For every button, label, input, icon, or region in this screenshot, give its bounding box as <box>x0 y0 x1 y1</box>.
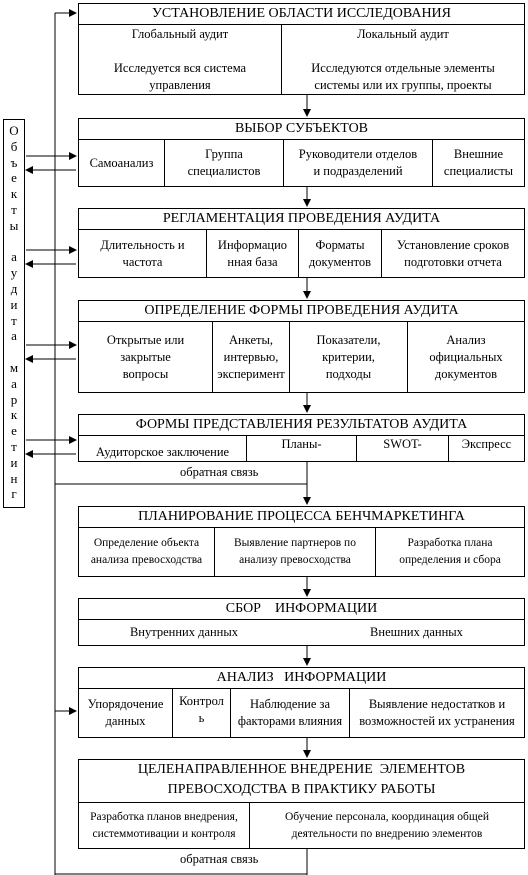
cell-line: Контрол <box>179 694 224 708</box>
cell-line: управления <box>149 77 211 92</box>
cell-line: Группа <box>205 147 243 161</box>
cell-line: Разработка планов внедрения, <box>90 810 238 823</box>
block-title: ВЫБОР СУБЪЕКТОВ <box>79 119 524 140</box>
cell-line: Внешние <box>453 147 504 161</box>
cell-line: критерии, <box>322 349 375 364</box>
cell-line: Исследуется вся система <box>113 60 247 75</box>
block-info-analysis <box>78 667 525 738</box>
cell-open-closed-questions <box>79 322 212 392</box>
block-title: УСТАНОВЛЕНИЕ ОБЛАСТИ ИССЛЕДОВАНИЯ <box>79 4 524 25</box>
cell-line: интервью, <box>223 349 279 364</box>
cell-global-audit <box>79 25 281 94</box>
side-label-char: к <box>10 407 18 423</box>
cell-line: Открытые или <box>106 332 185 347</box>
side-label-char: а <box>11 328 17 344</box>
cell-external-specialists <box>433 140 524 186</box>
cell-line: Длительность и <box>100 237 185 252</box>
block-regulation <box>78 208 525 278</box>
cell-line: специалисты <box>443 164 514 178</box>
block-title: СБОР ИНФОРМАЦИИ <box>79 599 524 620</box>
side-label-char: е <box>11 423 17 439</box>
cell-line: подходы <box>325 366 372 381</box>
block-title: ОПРЕДЕЛЕНИЕ ФОРМЫ ПРОВЕДЕНИЯ АУДИТА <box>79 301 524 322</box>
cell-line: Экспресс <box>461 437 512 451</box>
block-results-forms <box>78 414 525 462</box>
side-label-char: ъ <box>10 154 18 170</box>
cell-line: системы или их группы, проекты <box>314 77 492 92</box>
cell-line: Выявление партнеров по <box>234 537 356 549</box>
cell-line: Внешних данных <box>370 625 463 639</box>
cell-indicators <box>290 322 407 392</box>
cell-line: анализа превосходства <box>90 554 203 566</box>
cell-line: подготовки отчета <box>404 254 502 269</box>
side-label-char: б <box>10 138 18 154</box>
cell-line: Анализ <box>446 332 486 347</box>
cell-line: деятельности по внедрению элементов <box>291 827 483 840</box>
cell-line: Исследуются отдельные элементы <box>311 60 495 75</box>
cell-audit-conclusion <box>79 436 246 461</box>
cell-line: Обучение персонала, координация общей <box>284 810 489 823</box>
cell-line: и подразделений <box>313 164 403 178</box>
cell-line: Упорядочение <box>87 697 164 711</box>
cell-line: Анкеты, <box>228 332 273 347</box>
cell-line: Форматы <box>315 237 365 252</box>
cell-implementation-plans <box>79 803 249 848</box>
side-label-char: к <box>10 186 18 202</box>
cell-line: нная база <box>227 254 278 269</box>
cell-line: системмотивации и контроля <box>92 827 236 840</box>
cell-official-docs <box>408 322 524 392</box>
side-label-char: г <box>11 486 17 502</box>
block-info-collection <box>78 598 525 646</box>
block-title: ПЛАНИРОВАНИЕ ПРОЦЕССА БЕНЧМАРКЕТИНГА <box>79 507 524 528</box>
side-label-char: ы <box>9 217 19 233</box>
side-label-char: м <box>9 360 19 375</box>
cell-object-definition <box>79 528 214 576</box>
cell-shortcomings <box>350 689 524 737</box>
side-label-char: О <box>9 123 19 138</box>
side-label-char: т <box>11 202 17 217</box>
cell-line: официальных <box>429 349 503 364</box>
side-label-char: н <box>10 470 18 486</box>
cell-line: Локальный аудит <box>357 26 449 41</box>
cell-line: данных <box>105 714 146 728</box>
cell-line: SWOT- <box>383 437 422 451</box>
cell-line: специалистов <box>187 164 261 178</box>
block-subjects <box>78 118 525 187</box>
block-title: РЕГЛАМЕНТАЦИЯ ПРОВЕДЕНИЯ АУДИТА <box>79 209 524 230</box>
cell-line: факторами влияния <box>237 714 343 728</box>
cell-local-audit <box>282 25 524 94</box>
feedback-label: обратная связь <box>180 852 259 866</box>
cell-control <box>173 689 230 737</box>
cell-report-deadlines <box>382 230 524 277</box>
cell-specialist-group <box>165 140 283 186</box>
block-title-line: ЦЕЛЕНАПРАВЛЕННОЕ ВНЕДРЕНИЕ ЭЛЕМЕНТОВ <box>137 762 466 777</box>
cell-department-heads <box>284 140 432 186</box>
cell-line: документов <box>434 366 498 381</box>
block-title: ФОРМЫ ПРЕДСТАВЛЕНИЯ РЕЗУЛЬТАТОВ АУДИТА <box>79 415 524 436</box>
block-title: АНАЛИЗ ИНФОРМАЦИИ <box>79 668 524 689</box>
side-label-char: р <box>10 391 18 407</box>
side-label-char: и <box>10 296 18 312</box>
cell-line: определения и сбора <box>399 554 501 566</box>
side-box-audit-objects <box>3 119 25 508</box>
side-label-char: а <box>11 249 17 265</box>
cell-swot <box>357 436 448 461</box>
cell-partners <box>215 528 375 576</box>
cell-line: вопросы <box>122 366 169 381</box>
cell-factor-observation <box>231 689 349 737</box>
cell-plan-development <box>376 528 524 576</box>
cell-line: Информацио <box>217 237 288 252</box>
cell-line: Внутренних данных <box>129 625 239 639</box>
cell-line: возможностей их устранения <box>359 714 515 728</box>
cell-duration <box>79 230 206 277</box>
feedback-label: обратная связь <box>180 465 259 479</box>
cell-line: закрытые <box>120 349 171 364</box>
cell-internal-data <box>79 620 289 645</box>
cell-staff-training <box>250 803 524 848</box>
cell-info-base <box>207 230 298 277</box>
cell-ordering <box>79 689 172 737</box>
cell-surveys <box>213 322 289 392</box>
side-label-char: е <box>11 170 17 186</box>
cell-line: ь <box>198 711 205 725</box>
side-label-char: и <box>10 454 18 470</box>
cell-express <box>449 436 524 461</box>
cell-line: Аудиторское заключение <box>95 445 230 459</box>
block-benchmarking-planning <box>78 506 525 577</box>
cell-line: Руководители отделов <box>298 147 418 161</box>
cell-line: Показатели, <box>316 332 381 347</box>
cell-external-data <box>309 620 524 645</box>
cell-line: документов <box>308 254 372 269</box>
cell-line: частота <box>122 254 163 269</box>
cell-line: Выявление недостатков и <box>368 697 506 711</box>
cell-line: эксперимент <box>217 366 285 381</box>
block-title <box>79 760 524 803</box>
side-label-char: у <box>10 265 18 281</box>
block-audit-form <box>78 300 525 393</box>
cell-line: Разработка плана <box>407 537 493 549</box>
cell-line: Установление сроков <box>396 237 510 252</box>
side-label-char: т <box>11 312 17 328</box>
block-title-line: ПРЕВОСХОДСТВА В ПРАКТИКУ РАБОТЫ <box>167 782 436 797</box>
side-label-char: т <box>11 439 17 454</box>
cell-self-analysis <box>79 140 164 186</box>
cell-line: Самоанализ <box>89 155 154 170</box>
block-implementation <box>78 759 525 849</box>
side-label-char: а <box>11 375 17 391</box>
cell-line: Определение объекта <box>93 537 200 549</box>
side-label-char: д <box>10 281 18 296</box>
cell-doc-formats <box>299 230 381 277</box>
block-scope <box>78 3 525 95</box>
cell-line: Глобальный аудит <box>131 26 229 41</box>
cell-plans <box>247 436 356 461</box>
cell-line: анализу превосходства <box>239 554 351 566</box>
cell-line: Планы- <box>281 437 322 451</box>
cell-line: Наблюдение за <box>249 697 330 711</box>
